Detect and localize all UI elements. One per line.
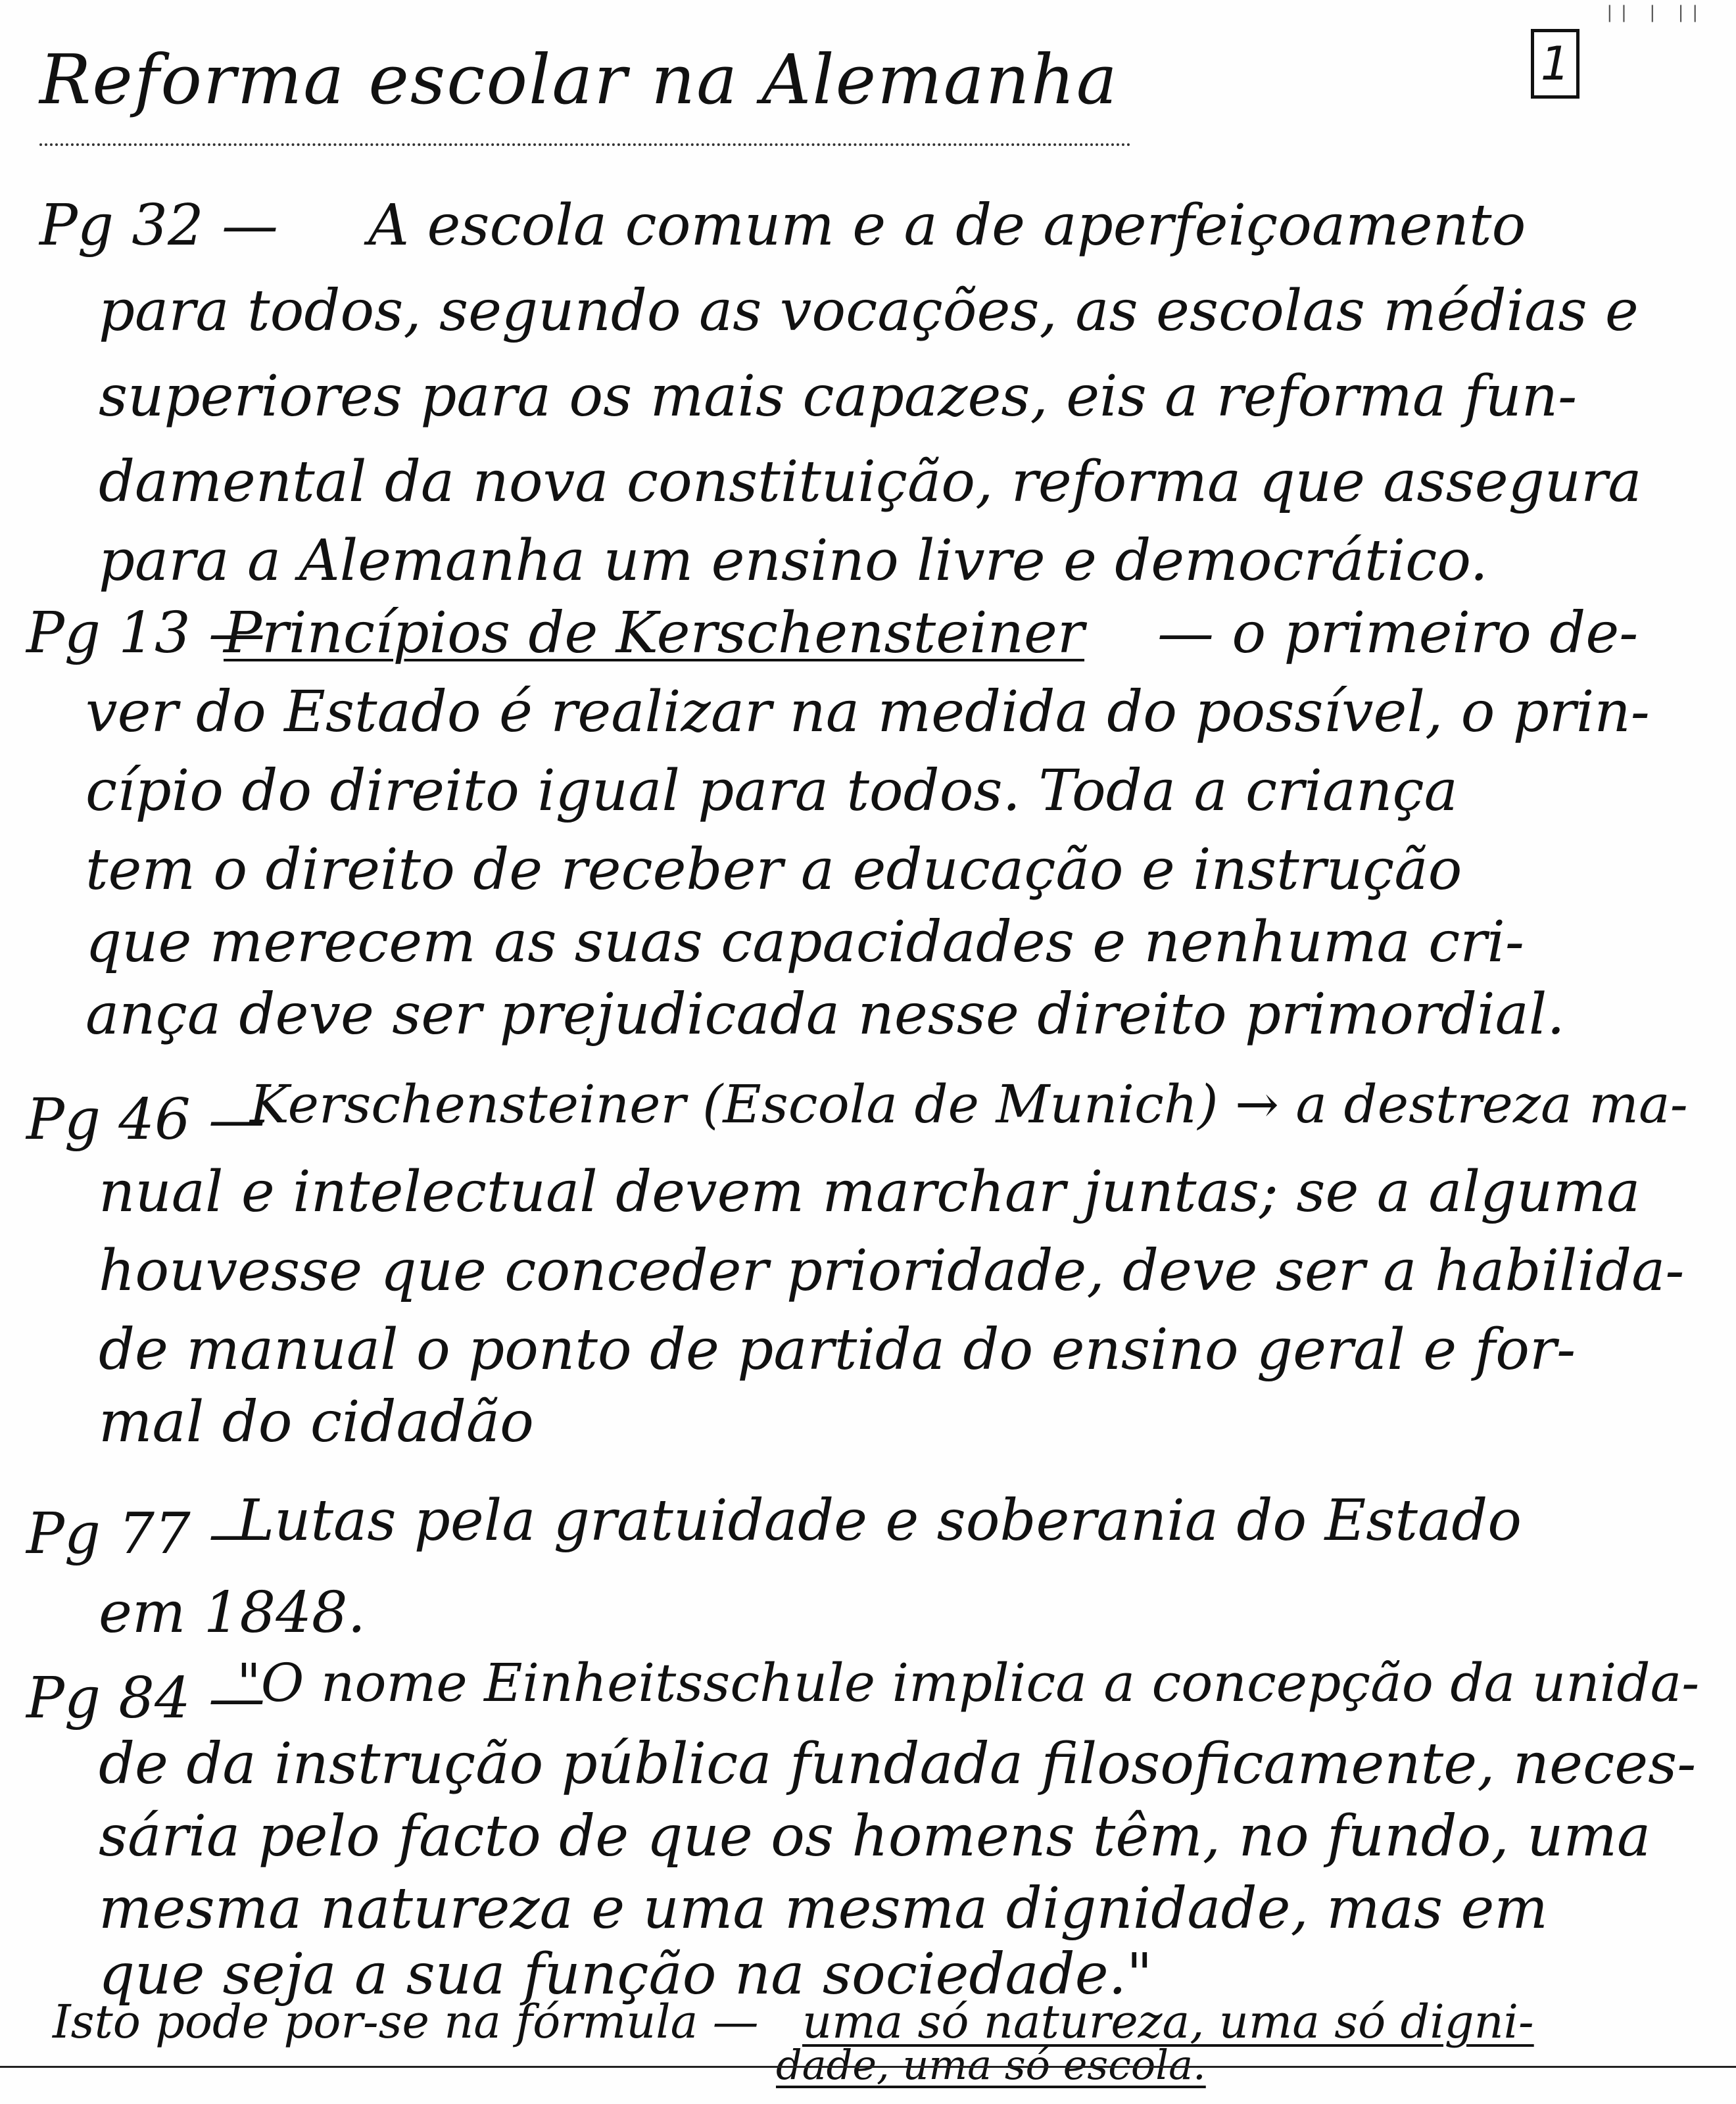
- section-1-line: damental da nova constituição, reforma que assegura: [99, 449, 1642, 515]
- section-2-line: — o primeiro de-: [1157, 600, 1639, 666]
- section-1-line: para todos, segundo as vocações, as escolas médias e: [99, 278, 1639, 344]
- section-2-heading: Princípios de Kerschensteiner: [224, 600, 1085, 666]
- section-5-line: que seja a sua função na sociedade.": [99, 1942, 1153, 2007]
- section-1-line: para a Alemanha um ensino livre e democrático.: [99, 528, 1488, 594]
- section-1-ref: Pg 32 —: [39, 193, 279, 258]
- section-5-line: Isto pode por-se na fórmula —: [53, 1995, 759, 2049]
- section-4-ref: Pg 77 —: [26, 1501, 266, 1567]
- section-5-line: de da instrução pública fundada filosoficamente, neces-: [99, 1731, 1697, 1797]
- section-5-formula: dade, uma só escola.: [776, 2041, 1206, 2089]
- page-title: Reforma escolar na Alemanha: [39, 39, 1119, 120]
- page-number-box: 1: [1531, 29, 1579, 99]
- section-3-line: houvesse que conceder prioridade, deve ser a habilida-: [99, 1238, 1685, 1304]
- section-2-line: tem o direito de receber a educação e instrução: [85, 837, 1462, 903]
- section-2-line: cípio do direito igual para todos. Toda a criança: [85, 758, 1458, 824]
- section-1-line: A escola comum e a de aperfeiçoamento: [368, 193, 1526, 258]
- section-2-line: ança deve ser prejudicada nesse direito primordial.: [85, 982, 1565, 1047]
- section-3-line: mal do cidadão: [99, 1389, 534, 1455]
- section-4-line: em 1848.: [99, 1580, 366, 1646]
- section-5-line: "O nome Einheitsschule implica a concepção da unida-: [237, 1652, 1700, 1713]
- corner-marks: || | ||: [1604, 3, 1704, 22]
- section-5-line: mesma natureza e uma mesma dignidade, mas em: [99, 1876, 1548, 1942]
- section-3-line: nual e intelectual devem marchar juntas; se a alguma: [99, 1159, 1641, 1225]
- section-3-line: de manual o ponto de partida do ensino geral e for-: [99, 1317, 1576, 1383]
- bottom-rule: [0, 2066, 1736, 2068]
- title-underline: [39, 143, 1131, 146]
- section-3-ref: Pg 46 —: [26, 1087, 266, 1153]
- section-1-line: superiores para os mais capazes, eis a reforma fun-: [99, 364, 1578, 429]
- section-5-line: sária pelo facto de que os homens têm, no fundo, uma: [99, 1804, 1651, 1869]
- section-2-line: ver do Estado é realizar na medida do possível, o prin-: [85, 679, 1650, 745]
- section-5-formula: uma só natureza, uma só digni-: [802, 1995, 1534, 2049]
- section-2-line: que merecem as suas capacidades e nenhuma cri-: [85, 909, 1524, 975]
- section-4-line: Lutas pela gratuidade e soberania do Estado: [237, 1488, 1522, 1554]
- section-5-ref: Pg 84 —: [26, 1665, 266, 1731]
- section-3-line: Kerschensteiner (Escola de Munich) → a destreza ma-: [250, 1074, 1688, 1135]
- section-2-ref: Pg 13 —: [26, 600, 266, 666]
